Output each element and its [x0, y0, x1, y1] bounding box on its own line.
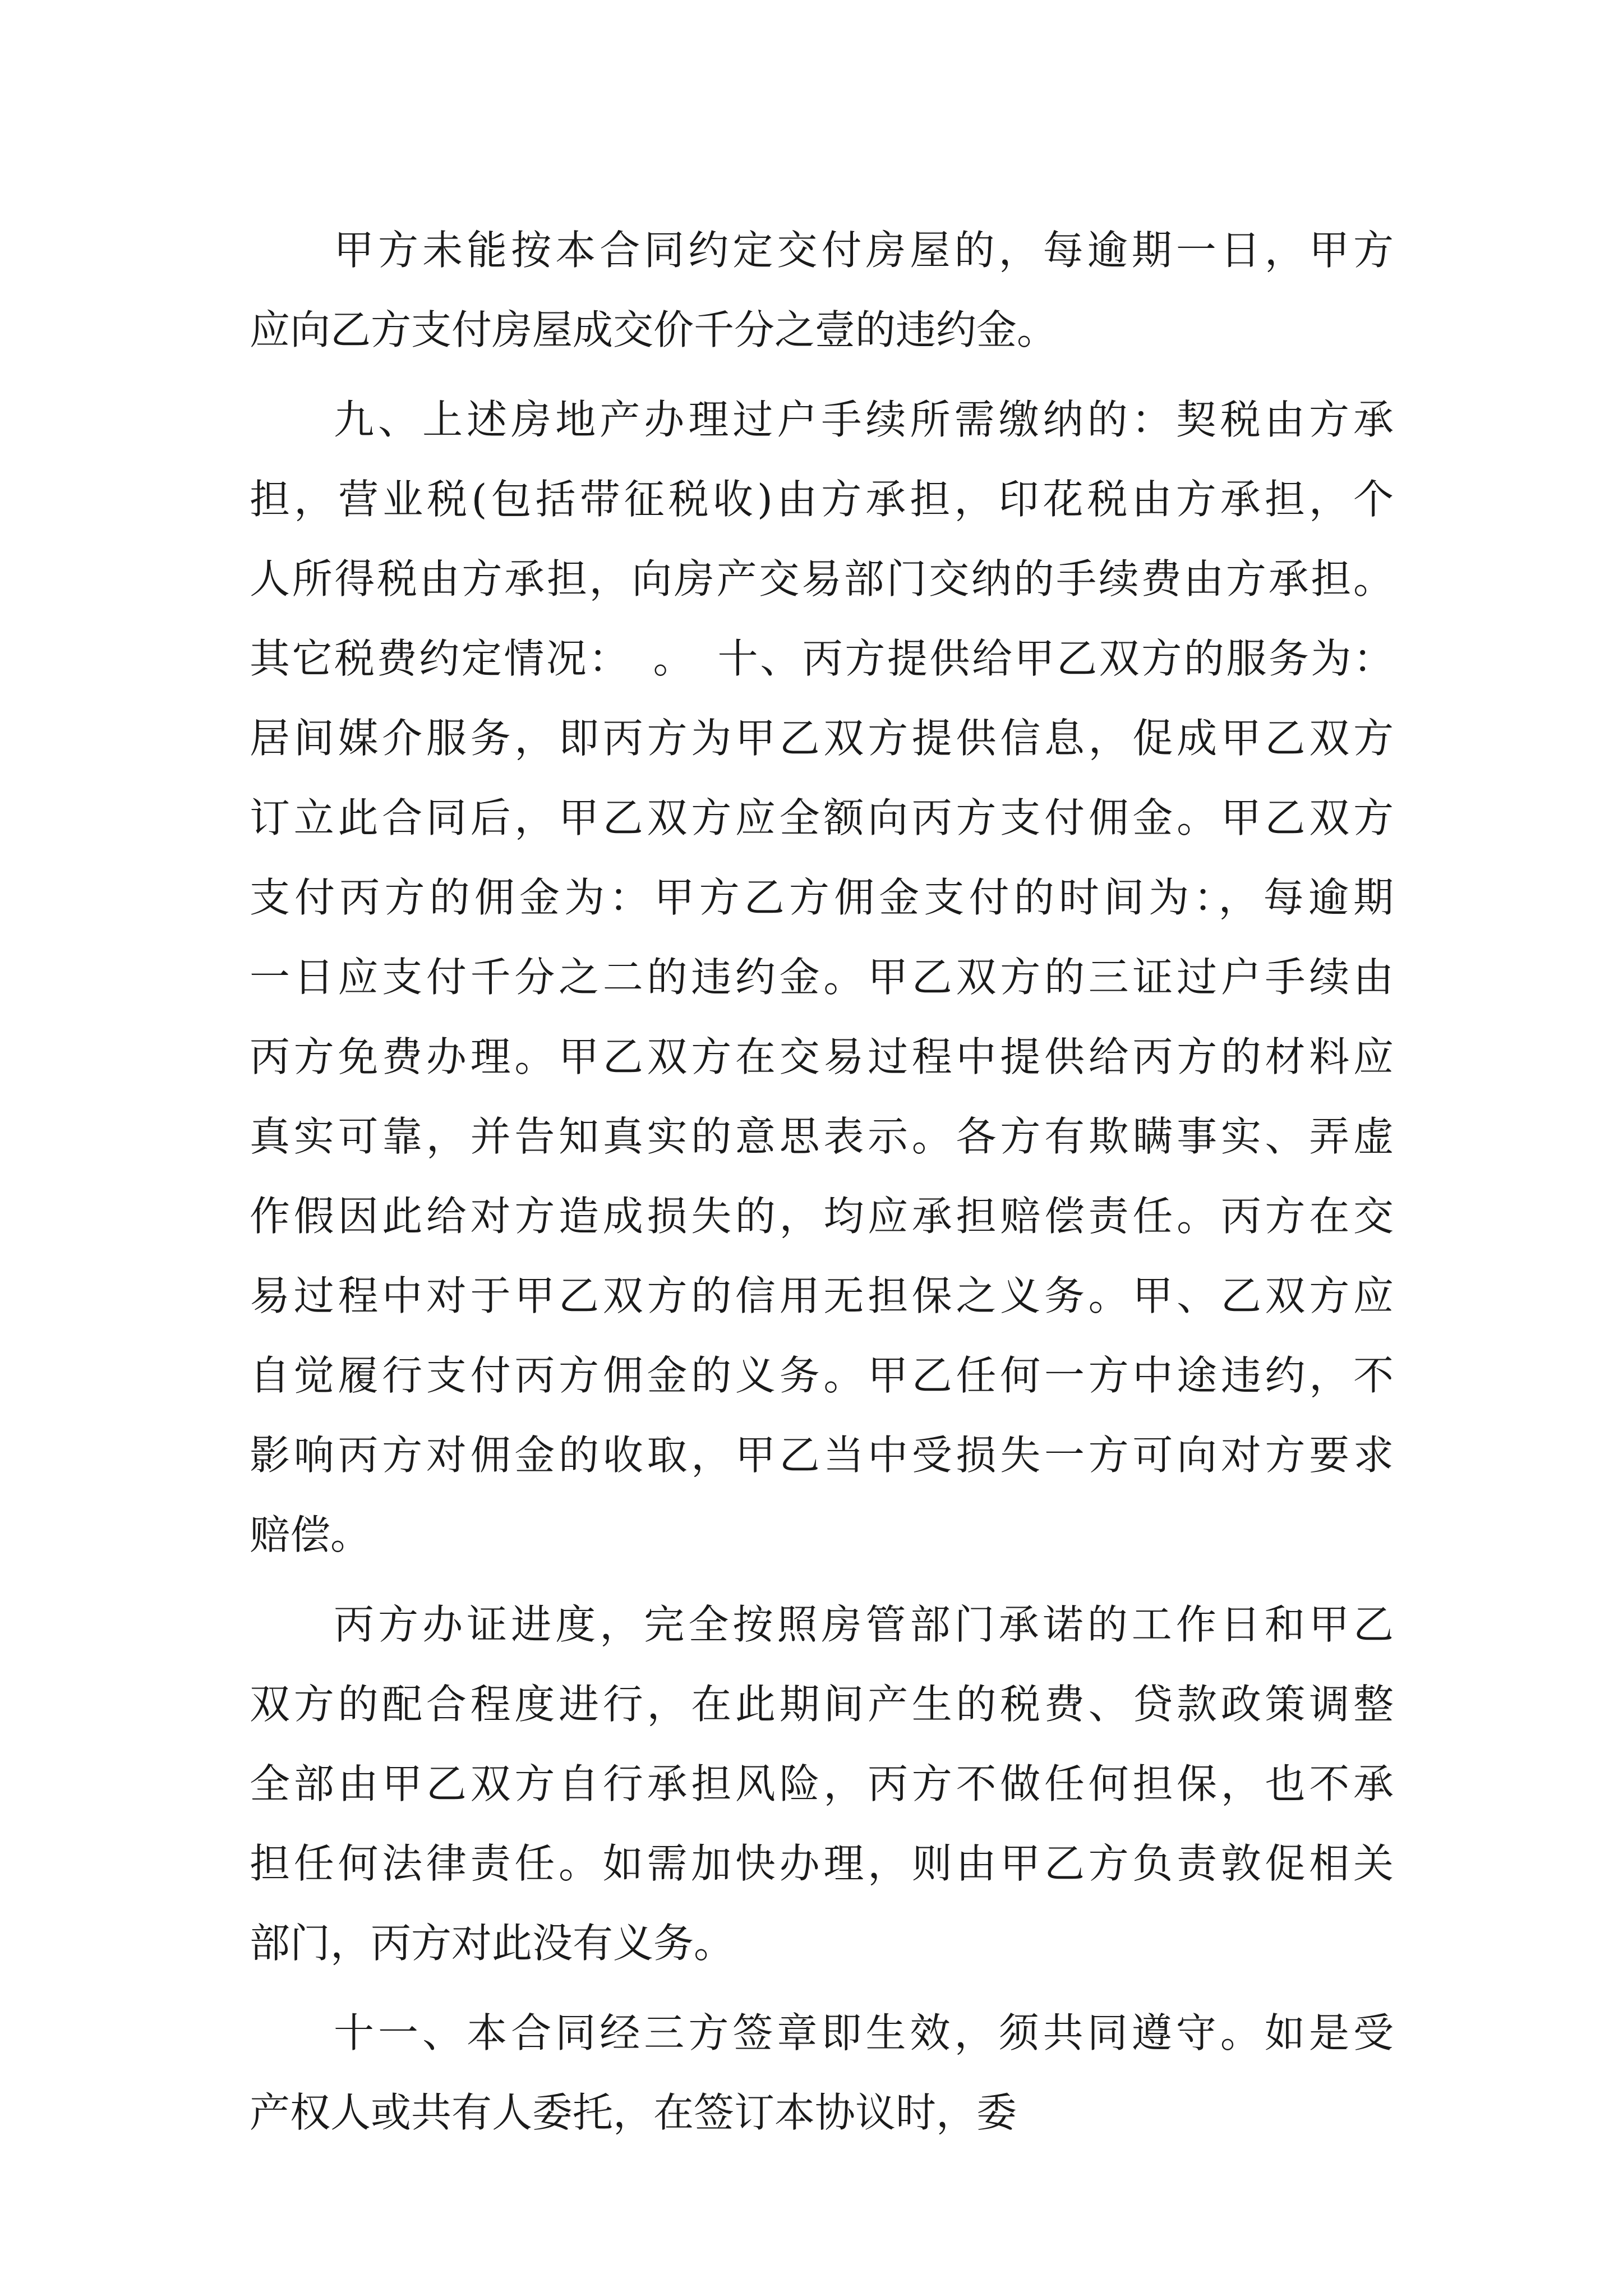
text-line: 订立此合同后，甲乙双方应全额向丙方支付佣金。甲乙双方	[250, 794, 1394, 841]
text-line: 全部由甲乙双方自行承担风险，丙方不做任何担保，也不承	[250, 1760, 1394, 1807]
text-line: 人所得税由方承担，向房产交易部门交纳的手续费由方承担。	[250, 555, 1394, 602]
text-line: 易过程中对于甲乙双方的信用无担保之义务。甲、乙双方应	[250, 1272, 1394, 1319]
text-line: 自觉履行支付丙方佣金的义务。甲乙任何一方中途违约，不	[250, 1352, 1394, 1399]
text-line: 产权人或共有人委托，在签订本协议时，委	[250, 2089, 1017, 2136]
text-line: 九、上述房地产办理过户手续所需缴纳的：契税由方承	[334, 396, 1394, 443]
text-line: 其它税费约定情况： 。 十、丙方提供给甲乙双方的服务为：	[250, 635, 1394, 682]
text-line: 十一、本合同经三方签章即生效，须共同遵守。如是受	[334, 2009, 1394, 2056]
text-line: 支付丙方的佣金为：甲方乙方佣金支付的时间为：，每逾期	[250, 874, 1394, 921]
text-line: 部门，丙方对此没有义务。	[250, 1920, 735, 1967]
text-line: 作假因此给对方造成损失的，均应承担赔偿责任。丙方在交	[250, 1193, 1394, 1240]
text-line: 真实可靠，并告知真实的意思表示。各方有欺瞒事实、弄虚	[250, 1113, 1394, 1160]
text-line: 应向乙方支付房屋成交价千分之壹的违约金。	[250, 306, 1058, 353]
text-line: 影响丙方对佣金的收取，甲乙当中受损失一方可向对方要求	[250, 1432, 1394, 1479]
text-line: 赔偿。	[250, 1511, 371, 1558]
text-line: 一日应支付千分之二的违约金。甲乙双方的三证过户手续由	[250, 954, 1394, 1001]
text-line: 担，营业税(包括带征税收)由方承担，印花税由方承担，个	[250, 476, 1394, 523]
text-line: 丙方办证进度，完全按照房管部门承诺的工作日和甲乙	[334, 1601, 1394, 1648]
text-line: 双方的配合程度进行，在此期间产生的税费、贷款政策调整	[250, 1681, 1394, 1728]
text-line: 丙方免费办理。甲乙双方在交易过程中提供给丙方的材料应	[250, 1033, 1394, 1080]
text-line: 担任何法律责任。如需加快办理，则由甲乙方负责敦促相关	[250, 1840, 1394, 1887]
text-line: 甲方未能按本合同约定交付房屋的，每逾期一日，甲方	[334, 227, 1394, 274]
contract-text-body	[250, 210, 1394, 2152]
text-line: 居间媒介服务，即丙方为甲乙双方提供信息，促成甲乙双方	[250, 715, 1394, 762]
